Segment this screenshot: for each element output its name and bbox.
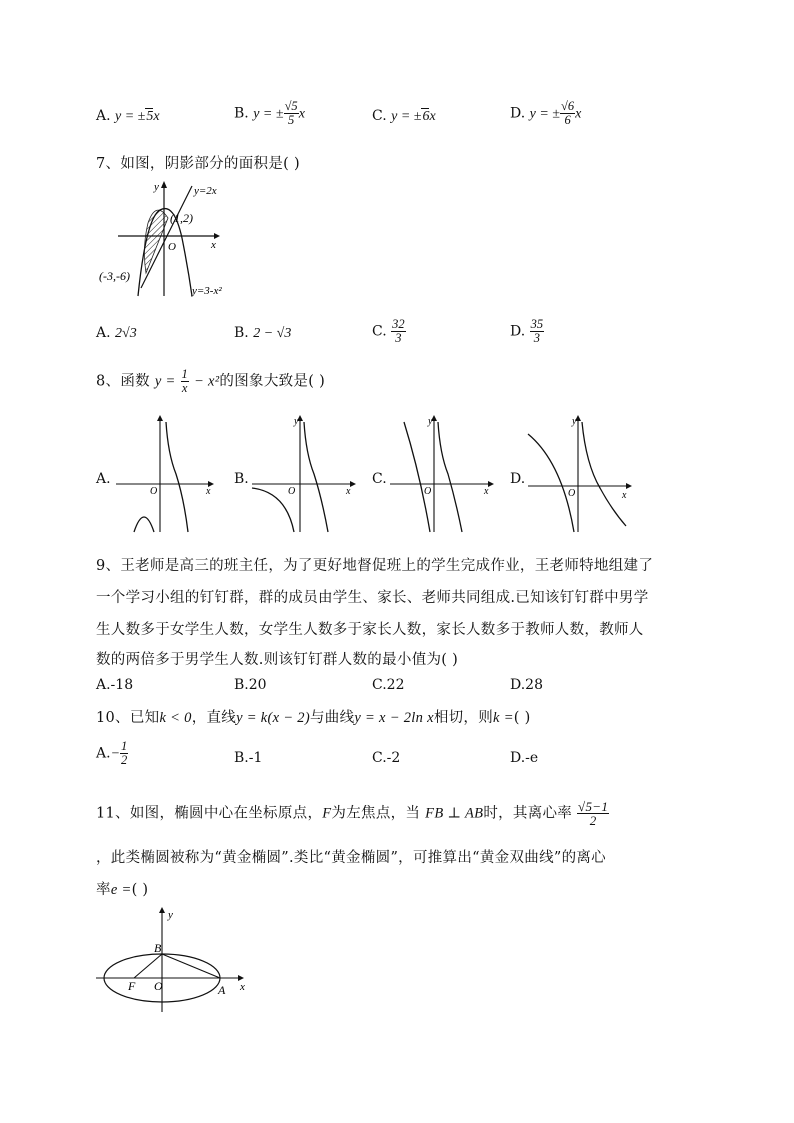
q8-graph-d (526, 414, 636, 534)
q11-stem-line-3: 率e =( ) (96, 882, 149, 898)
q9-line-2: 一个学习小组的钉钉群，群的成员由学生、家长、老师共同组成.已知该钉钉群中男学 (96, 590, 649, 606)
q11-label-o: O (154, 979, 163, 993)
q6-option-b[interactable]: B. y = ± $\frac{√5}{5}$ x (234, 99, 305, 127)
q8-option-b-label[interactable]: B. (234, 471, 249, 487)
q10-option-b[interactable]: B.-1 (234, 750, 263, 766)
q8-graph-b (250, 414, 360, 534)
q9-option-c[interactable]: C.22 (372, 677, 405, 693)
svg-text:y: y (428, 416, 433, 427)
q9-line-4: 数的两倍多于男学生人数.则该钉钉群人数的最小值为( ) (96, 652, 459, 668)
q7-option-d[interactable]: D. $\frac{35}{3}$ (510, 317, 544, 345)
q7-y-arrow-icon (161, 181, 167, 188)
q9-option-b[interactable]: B.20 (234, 677, 267, 693)
q8-graph-a (114, 414, 214, 534)
q9-option-d[interactable]: D.28 (510, 677, 543, 693)
svg-text:O: O (150, 486, 158, 497)
svg-text:O: O (288, 486, 296, 497)
q8-option-d-label[interactable]: D. (510, 471, 526, 487)
q7-figure (96, 178, 226, 298)
q7-label-line: y=2x (194, 185, 217, 197)
q6-option-a[interactable]: A. y = ±5x (96, 108, 160, 124)
q10-option-a[interactable]: A.− $\frac{1}{2}$ (96, 739, 128, 767)
q7-option-c[interactable]: C. $\frac{32}{3}$ (372, 317, 405, 345)
svg-text:y: y (572, 416, 577, 427)
svg-text:y: y (294, 416, 299, 427)
q7-stem: 7、如图，阴影部分的面积是( ) (96, 156, 300, 172)
q9-option-a[interactable]: A.-18 (96, 677, 134, 693)
q7-label-curve: y=3-x² (192, 285, 222, 297)
q6-option-d[interactable]: D. y = ± $\frac{√6}{6}$ x (510, 99, 582, 127)
q10-stem: 10、已知k < 0，直线y = k(x − 2)与曲线y = x − 2ln x相切，则k =( ) (96, 710, 531, 726)
q7-label-o: O (168, 241, 176, 253)
q7-label-p2: (-3,-6) (99, 269, 130, 283)
q10-option-c[interactable]: C.-2 (372, 750, 401, 766)
q9-line-3: 生人数多于女学生人数，女学生人数多于家长人数，家长人数多于教师人数，教师人 (96, 622, 644, 638)
q8-option-c-label[interactable]: C. (372, 471, 387, 487)
q11-label-f: F (128, 979, 136, 993)
q7-label-p1: (1,2) (170, 211, 193, 225)
q7-label-x: x (211, 239, 216, 251)
svg-text:O: O (424, 486, 432, 497)
svg-text:O: O (568, 488, 576, 499)
q8-option-a-label[interactable]: A. (96, 471, 111, 487)
q8-stem: 8、函数 y = $\frac{1}{x}$ − x²的图象大致是( ) (96, 367, 326, 395)
q11-label-b: B (154, 941, 162, 955)
q10-option-d[interactable]: D.-e (510, 750, 539, 766)
q11-stem-line-2: ，此类椭圆被称为“黄金椭圆”.类比“黄金椭圆”，可推算出“黄金双曲线”的离心 (96, 850, 606, 866)
q9-line-1: 9、王老师是高三的班主任，为了更好地督促班上的学生完成作业，王老师特地组建了 (96, 558, 654, 574)
q11-figure (96, 906, 256, 1016)
q11-label-y: y (168, 909, 173, 921)
q6-option-c[interactable]: C. y = ±6x (372, 108, 436, 124)
q11-stem-line-1: 11、如图，椭圆中心在坐标原点，F为左焦点，当 FB ⊥ AB时，其离心率 $\frac{√5-1}{2}$ (96, 799, 609, 828)
q11-segment-fb (134, 954, 162, 978)
svg-text:x: x (622, 490, 627, 501)
q7-option-b[interactable]: B. 2 − √3 (234, 325, 292, 341)
q7-option-a[interactable]: A. 2√3 (96, 325, 137, 341)
q7-label-y: y (154, 181, 159, 193)
q11-y-arrow-icon (159, 907, 165, 913)
q8-graph-c (388, 414, 498, 534)
q11-label-a: A (218, 983, 226, 997)
svg-text:x: x (484, 486, 489, 497)
svg-text:x: x (346, 486, 351, 497)
svg-text:x: x (206, 486, 211, 497)
q11-label-x: x (240, 981, 245, 993)
